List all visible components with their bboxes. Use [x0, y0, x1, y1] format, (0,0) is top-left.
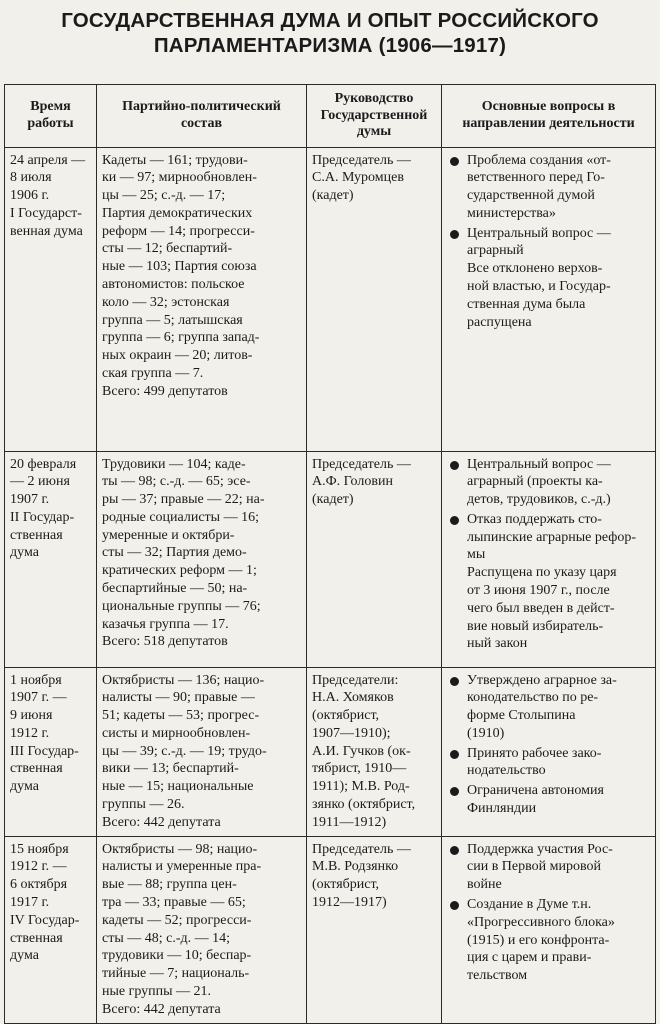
- parties-line: кадеты — 52; прогресси-: [102, 912, 252, 928]
- bullet-icon: [450, 157, 459, 166]
- issues-cell: [442, 667, 656, 836]
- leaders-cell: [307, 667, 442, 836]
- parties-line: вые — 88; группа цен-: [102, 877, 237, 893]
- leaders-line: 1911); М.В. Род-: [312, 779, 410, 795]
- period-line: III Государ-: [10, 743, 79, 759]
- parties-line: группа — 6; группа запад-: [102, 330, 260, 346]
- period-line: дума: [10, 779, 39, 795]
- page-title: [0, 8, 660, 58]
- issue-bullet-item: [447, 896, 651, 985]
- issue-line: конодательство по ре-: [467, 690, 599, 706]
- leaders-line: 1907—1910);: [312, 725, 391, 741]
- issue-line: лыпинские аграрные рефор-: [467, 529, 636, 545]
- leaders-line: (кадет): [312, 492, 354, 508]
- period-line: 6 октября: [10, 877, 68, 893]
- bullet-icon: [450, 677, 459, 686]
- parties-line: Всего: 442 депутата: [102, 814, 221, 830]
- parties-line: Всего: 518 депутатов: [102, 634, 228, 650]
- title-line: ПАРЛАМЕНТАРИЗМА (1906—1917): [153, 34, 507, 57]
- issue-line: (1910): [467, 725, 505, 741]
- parties-line: Всего: 442 депутата: [102, 1001, 221, 1017]
- issue-line: Утверждено аграрное за-: [467, 672, 617, 688]
- header-line: Партийно-политический: [122, 99, 281, 115]
- period-line: дума: [10, 545, 39, 561]
- leaders-cell: [307, 147, 442, 451]
- issue-line: Поддержка участия Рос-: [467, 841, 613, 857]
- issue-line: войне: [467, 877, 502, 893]
- parties-cell: [97, 667, 307, 836]
- bullet-icon: [450, 516, 459, 525]
- bullet-icon: [450, 787, 459, 796]
- leaders-line: Председатель —: [312, 841, 411, 857]
- period-line: 1912 г. —: [10, 859, 67, 875]
- issue-line: ственная дума была: [467, 296, 586, 312]
- issue-line: Ограничена автономия: [467, 783, 604, 799]
- leaders-line: (кадет): [312, 188, 354, 204]
- table-row: [5, 451, 656, 667]
- parties-cell: [97, 836, 307, 1023]
- parties-line: 51; кадеты — 53; прогрес-: [102, 708, 260, 724]
- parties-line: группы — 26.: [102, 797, 185, 813]
- issue-line: Финляндии: [467, 801, 537, 817]
- parties-line: Трудовики — 104; каде-: [102, 456, 246, 472]
- leaders-line: С.А. Муромцев: [312, 170, 404, 186]
- parties-line: реформ — 14; прогресси-: [102, 223, 255, 239]
- parties-line: автономистов: польское: [102, 277, 245, 293]
- parties-line: Кадеты — 161; трудови-: [102, 152, 248, 168]
- parties-line: вики — 13; беспартий-: [102, 761, 239, 777]
- parties-line: ные — 103; Партия союза: [102, 259, 257, 275]
- leaders-line: Председатель —: [312, 456, 411, 472]
- table-row: [5, 836, 656, 1023]
- header-row: [5, 85, 656, 148]
- leaders-line: А.И. Гучков (ок-: [312, 743, 411, 759]
- period-line: ственная: [10, 930, 63, 946]
- issue-note: [447, 260, 651, 331]
- issue-line: Принято рабочее зако-: [467, 745, 602, 761]
- parties-line: сты — 48; с.-д. — 14;: [102, 930, 231, 946]
- parties-line: сты — 12; беспартий-: [102, 241, 233, 257]
- parties-line: беспартийные — 50; на-: [102, 581, 248, 597]
- parties-cell: [97, 451, 307, 667]
- duma-table: [4, 84, 656, 1024]
- parties-line: ные группы — 21.: [102, 984, 212, 1000]
- parties-line: налисты и умеренные пра-: [102, 859, 262, 875]
- issue-line: Центральный вопрос —: [467, 225, 611, 241]
- period-line: дума: [10, 948, 39, 964]
- parties-line: тра — 33; правые — 65;: [102, 895, 246, 911]
- issue-line: нодательство: [467, 763, 546, 779]
- parties-line: ты — 98; с.-д. — 65; эсе-: [102, 474, 251, 490]
- parties-line: коло — 32; эстонская: [102, 294, 230, 310]
- parties-line: систы и мирнообновлен-: [102, 725, 251, 741]
- table-row: [5, 667, 656, 836]
- issue-line: тельством: [467, 968, 528, 984]
- issue-line: мы: [467, 547, 486, 563]
- issue-line: чего был введен в дейст-: [467, 600, 615, 616]
- parties-line: ки — 97; мирнообновлен-: [102, 170, 257, 186]
- header-period: [5, 85, 97, 148]
- parties-line: трудовики — 10; беспар-: [102, 948, 252, 964]
- leaders-line: Н.А. Хомяков: [312, 690, 394, 706]
- issue-line: аграрный: [467, 243, 524, 259]
- parties-line: Октябристы — 98; нацио-: [102, 841, 258, 857]
- period-cell: [5, 147, 97, 451]
- header-line: Государственной: [320, 107, 428, 123]
- issues-cell: [442, 836, 656, 1023]
- leaders-line: тябрист, 1910—: [312, 761, 407, 777]
- leaders-line: 1912—1917): [312, 895, 387, 911]
- issue-line: ной властью, и Государ-: [467, 279, 611, 295]
- parties-line: казачья группа — 17.: [102, 616, 229, 632]
- issue-line: министерства»: [467, 205, 556, 221]
- issue-line: детов, трудовиков, с.-д.): [467, 492, 611, 508]
- parties-line: ры — 37; правые — 22; на-: [102, 492, 265, 508]
- period-line: 15 ноября: [10, 841, 69, 857]
- issue-line: форме Столыпина: [467, 708, 576, 724]
- parties-line: ных окраин — 20; литов-: [102, 348, 253, 364]
- issue-line: сударственной думой: [467, 188, 595, 204]
- period-line: 8 июля: [10, 170, 52, 186]
- period-line: 1907 г.: [10, 492, 50, 508]
- parties-line: налисты — 90; правые —: [102, 690, 255, 706]
- header-line: думы: [356, 124, 392, 139]
- leaders-line: Председатели:: [312, 672, 399, 688]
- parties-cell: [97, 147, 307, 451]
- issue-line: сии в Первой мировой: [467, 859, 601, 875]
- issue-line: «Прогрессивного блока»: [467, 914, 615, 930]
- issue-line: Отказ поддержать сто-: [467, 511, 602, 527]
- header-line: работы: [27, 115, 74, 131]
- header-line: направлении деятельности: [462, 115, 635, 131]
- issue-line: ция с царем и прави-: [467, 950, 592, 966]
- issue-line: Проблема создания «от-: [467, 152, 611, 168]
- parties-line: Октябристы — 136; нацио-: [102, 672, 265, 688]
- header-parties: [97, 85, 307, 148]
- parties-line: цы — 25; с.-д. — 17;: [102, 188, 226, 204]
- period-line: I Государст-: [10, 205, 82, 221]
- period-line: 20 февраля: [10, 456, 77, 472]
- title-line: ГОСУДАРСТВЕННАЯ ДУМА И ОПЫТ РОССИЙСКОГО: [61, 9, 599, 32]
- parties-line: умеренные и октябри-: [102, 527, 235, 543]
- issue-note: [447, 564, 651, 653]
- issue-line: аграрный (проекты ка-: [467, 474, 603, 490]
- issue-line: от 3 июня 1907 г., после: [467, 583, 610, 599]
- parties-line: цы — 39; с.-д. — 19; трудо-: [102, 743, 267, 759]
- bullet-icon: [450, 750, 459, 759]
- parties-line: кратических реформ — 1;: [102, 563, 257, 579]
- issue-line: Центральный вопрос —: [467, 456, 611, 472]
- issue-line: Все отклонено верхов-: [467, 261, 603, 277]
- header-line: Руководство: [334, 91, 414, 106]
- period-line: — 2 июня: [10, 474, 70, 490]
- leaders-line: (октябрист,: [312, 877, 380, 893]
- parties-line: родные социалисты — 16;: [102, 509, 259, 525]
- header-line: Основные вопросы в: [481, 99, 616, 115]
- parties-line: ные — 15; национальные: [102, 779, 254, 795]
- issue-line: Создание в Думе т.н.: [467, 897, 592, 913]
- leaders-cell: [307, 451, 442, 667]
- leaders-line: 1911—1912): [312, 814, 387, 830]
- header-leaders: [307, 85, 442, 148]
- issue-bullet-item: [447, 841, 651, 894]
- leaders-line: (октябрист,: [312, 708, 380, 724]
- period-line: 1 ноября: [10, 672, 62, 688]
- parties-line: сты — 32; Партия демо-: [102, 545, 247, 561]
- period-line: 1917 г.: [10, 895, 50, 911]
- issue-line: распущена: [467, 314, 532, 330]
- period-line: II Государ-: [10, 509, 75, 525]
- period-cell: [5, 667, 97, 836]
- parties-line: группа — 5; латышская: [102, 312, 243, 328]
- issue-line: Распущена по указу царя: [467, 565, 617, 581]
- period-line: 24 апреля —: [10, 152, 86, 168]
- leaders-line: зянко (октябрист,: [312, 797, 416, 813]
- parties-line: ская группа — 7.: [102, 366, 204, 382]
- issue-line: (1915) и его конфронта-: [467, 932, 610, 948]
- period-line: 1906 г.: [10, 188, 50, 204]
- issue-line: ветственного перед Го-: [467, 170, 605, 186]
- table-row: [5, 147, 656, 451]
- issue-line: ный закон: [467, 636, 528, 652]
- issue-bullet-item: [447, 745, 651, 781]
- issue-bullet-item: [447, 456, 651, 509]
- leaders-cell: [307, 836, 442, 1023]
- period-line: ственная: [10, 761, 63, 777]
- period-cell: [5, 836, 97, 1023]
- bullet-icon: [450, 230, 459, 239]
- parties-line: Всего: 499 депутатов: [102, 383, 228, 399]
- leaders-line: М.В. Родзянко: [312, 859, 399, 875]
- issues-cell: [442, 147, 656, 451]
- issue-bullet-item: [447, 511, 651, 564]
- period-line: венная дума: [10, 223, 83, 239]
- period-line: IV Государ-: [10, 912, 80, 928]
- parties-line: тийные — 7; националь-: [102, 966, 250, 982]
- period-line: 1907 г. —: [10, 690, 67, 706]
- issue-bullet-item: [447, 672, 651, 743]
- period-cell: [5, 451, 97, 667]
- period-line: 1912 г.: [10, 725, 50, 741]
- issue-bullet-item: [447, 225, 651, 261]
- issue-bullet-item: [447, 782, 651, 818]
- issues-cell: [442, 451, 656, 667]
- issue-bullet-item: [447, 152, 651, 223]
- header-line: состав: [180, 115, 223, 131]
- parties-line: циональные группы — 76;: [102, 598, 261, 614]
- leaders-line: А.Ф. Головин: [312, 474, 393, 490]
- header-line: Время: [30, 99, 71, 115]
- bullet-icon: [450, 846, 459, 855]
- bullet-icon: [450, 901, 459, 910]
- issue-line: вие новый избиратель-: [467, 618, 604, 634]
- parties-line: Партия демократических: [102, 205, 253, 221]
- bullet-icon: [450, 461, 459, 470]
- period-line: 9 июня: [10, 708, 53, 724]
- period-line: ственная: [10, 527, 63, 543]
- leaders-line: Председатель —: [312, 152, 411, 168]
- header-issues: [442, 85, 656, 148]
